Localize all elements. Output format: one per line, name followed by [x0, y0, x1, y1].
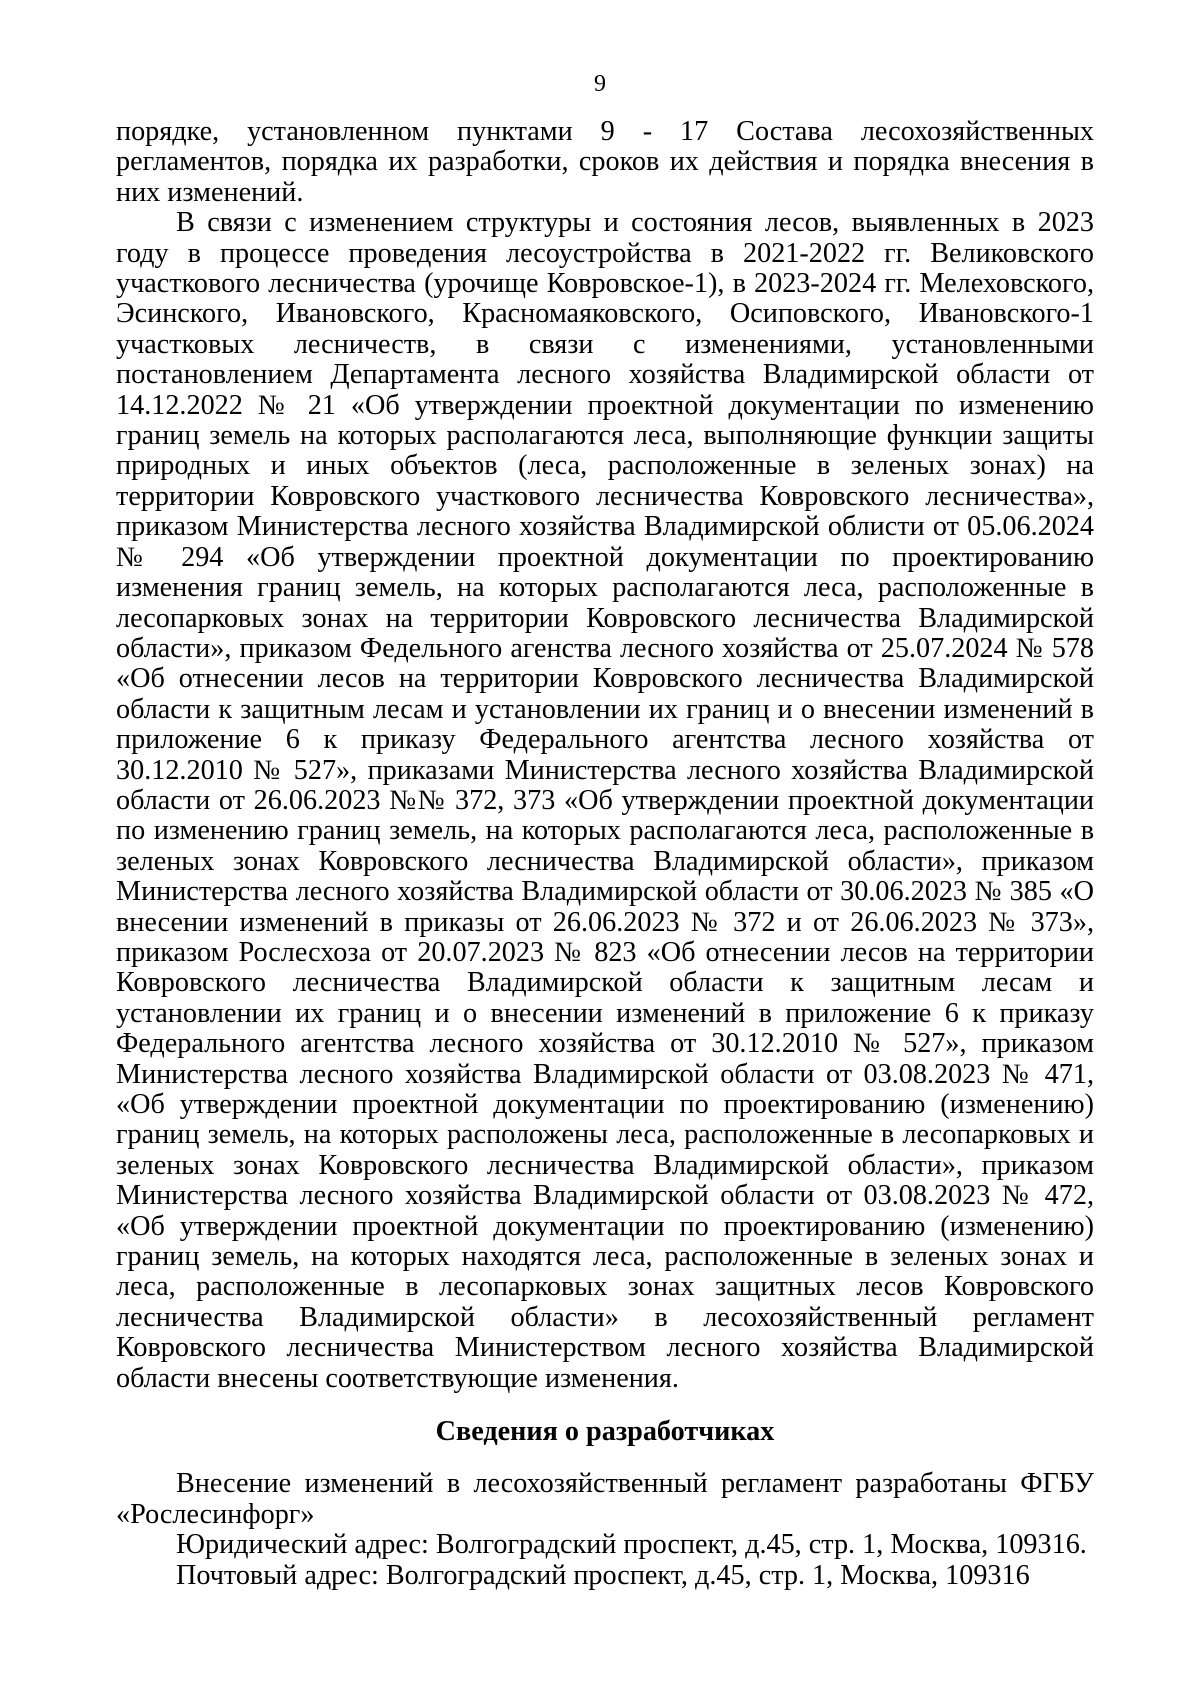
paragraph-continuation: порядке, установленном пунктами 9 - 17 Состава лесохозяйственных регламентов, порядка их разработки, сроков их действия и порядка внесения в них изменений. — [116, 116, 1094, 208]
page-number: 9 — [594, 71, 606, 97]
paragraph-developer: Внесение изменений в лесохозяйственный регламент разработаны ФГБУ «Рослесинфорг» — [116, 1468, 1094, 1530]
paragraph-changes: В связи с изменением структуры и состояния лесов, выявленных в 2023 году в процессе проведения лесоустройства в 2021-2022 гг. Великовского участкового лесничества (урочище Ковровское-1), в 2023-2024 гг. Мелеховского, Эсинского, Ивановского, Красномаяковского, Осиповского, Ивановского-1 участковых лесничеств, в связи с изменениями, установленными постановлением Департамента лесного хозяйства Владимирской области от 14.12.2022 № 21 «Об утверждении проектной документации по изменению границ земель на которых располагаются леса, выполняющие функции защиты природных и иных объектов (леса, расположенные в зеленых зонах) на территории Ковровского участкового лесничества Ковровского лесничества», приказом Министерства лесного хозяйства Владимирской облисти от 05.06.2024 № 294 «Об утверждении проектной документации по проектированию изменения границ земель, на которых располагаются леса, расположенные в лесопарковых зонах на территории Ковровского лесничества Владимирской области», приказом Федельного агенства лесного хозяйства от 25.07.2024 № 578 «Об отнесении лесов на территории Ковровского лесничества Владимирской области к защитным лесам и установлении их границ и о внесении изменений в приложение 6 к приказу Федерального агентства лесного хозяйства от 30.12.2010 № 527», приказами Министерства лесного хозяйства Владимирской области от 26.06.2023 №№ 372, 373 «Об утверждении проектной документации по изменению границ земель, на которых располагаются леса, расположенные в зеленых зонах Ковровского лесничества Владимирской области», приказом Министерства лесного хозяйства Владимирской области от 30.06.2023 № 385 «О внесении изменений в приказы от 26.06.2023 № 372 и от 26.06.2023 № 373», приказом Рослесхоза от 20.07.2023 № 823 «Об отнесении лесов на территории Ковровского лесничества Владимирской области к защитным лесам и установлении их границ и о внесении изменений в приложение 6 к приказу Федерального агентства лесного хозяйства от 30.12.2010 № 527», приказом Министерства лесного хозяйства Владимирской области от 03.08.2023 № 471, «Об утверждении проектной документации по проектированию (изменению) границ земель, на которых расположены леса, расположенные в лесопарковых и зеленых зонах Ковровского лесничества Владимирской области», приказом Министерства лесного хозяйства Владимирской области от 03.08.2023 № 472, «Об утверждении проектной документации по проектированию (изменению) границ земель, на которых находятся леса, расположенные в зеленых зонах и леса, расположенные в лесопарковых зонах защитных лесов Ковровского лесничества Владимирской области» в лесохозяйственный регламент Ковровского лесничества Министерством лесного хозяйства Владимирской области внесены соответствующие изменения. — [116, 207, 1094, 1394]
postal-address: Почтовый адрес: Волгоградский проспект, д.45, стр. 1, Москва, 109316 — [176, 1559, 1030, 1591]
document-body — [116, 117, 1094, 1591]
section-heading: Сведения о разработчиках — [435, 1416, 775, 1448]
legal-address: Юридический адрес: Волгоградский проспект, д.45, стр. 1, Москва, 109316. — [176, 1529, 1087, 1561]
